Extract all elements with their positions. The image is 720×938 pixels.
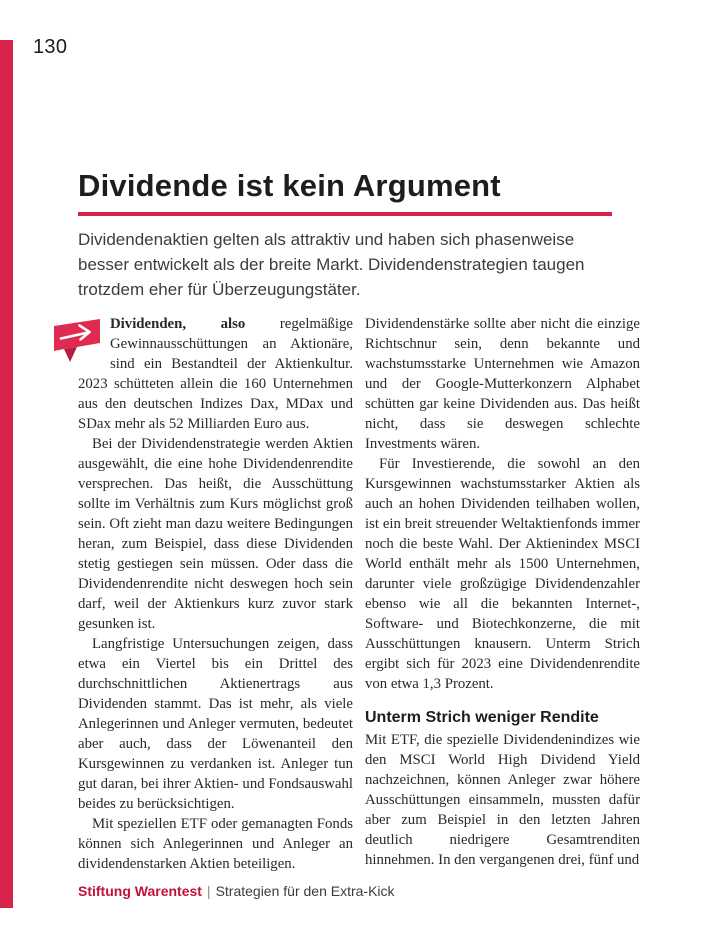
title-underline-rule <box>78 212 612 216</box>
paragraph: Bei der Dividendenstrategie werden Aktien ausgewählt, die eine hohe Dividendenrendite versprechen. Das heißt, die Ausschüttung sollte im Verhältnis zum Kurs möglichst groß sein. Oft zieht man dazu weitere Bedingungen heran, zum Beispiel, dass diese Dividenden stetig gestiegen sein müssen. Oder dass die Dividendenrendite nicht deswegen hoch sein darf, weil der Aktienkurs kurz zuvor stark gesunken ist. <box>78 436 353 632</box>
footer-separator: | <box>206 883 211 899</box>
footer-section-title: Strategien für den Extra-Kick <box>215 883 395 899</box>
page-footer <box>78 883 395 899</box>
paragraph <box>78 314 353 434</box>
page-edge-accent-bar <box>0 40 13 908</box>
section-subheading: Unterm Strich weniger Rendite <box>365 709 599 726</box>
article-body <box>78 314 640 874</box>
paragraph: Langfristige Untersuchungen zeigen, dass etwa ein Viertel bis ein Drittel des durchschnittlichen Aktienertrags aus Dividenden stammt. Das ist mehr, als viele Anlegerinnen und Anleger vermuten, bedeutet aber auch, dass der Löwenanteil den Kursgewinnen zu verdanken ist. Anleger tun gut daran, bei ihrer Aktien- und Fondsauswahl beides zu berücksichtigen. <box>78 636 353 812</box>
arrow-flag-icon <box>50 316 102 364</box>
paragraph: Für Investierende, die sowohl an den Kursgewinnen wachstumsstarker Aktien als auch an hohen Dividenden teilhaben wollen, ist ein breit streuender Weltaktienfonds immer noch die beste Wahl. Der Aktienindex MSCI World enthält mehr als 1500 Unternehmen, darunter viele großzügige Dividendenzahler ebenso wie all die bekannten Internet-, Software- und Biotechkonzerne, die mit Ausschüttungen knausern. Unterm Strich ergibt sich für 2023 eine Dividendenrendite von etwa 1,3 Prozent. <box>365 456 640 692</box>
paragraph-lead: Dividenden, also <box>110 316 246 332</box>
paragraph: Mit ETF, die spezielle Dividendenindizes wie den MSCI World High Dividend Yield nachzeichnen, können Anleger zwar höhere Ausschüttungen einsammeln, mussten dafür aber zum Beispiel in den letzten Jahren deutlich niedrigere Gesamtrenditen hinnehmen. In den vergangenen drei, fünf und <box>365 732 640 868</box>
paragraph-text: regelmäßige Gewinnausschüttungen an Aktionäre, sind ein Bestandteil der Aktienkultur. 2023 schütteten allein die 160 Unternehmen aus den deutschen Indizes Dax, MDax und SDax mehr als 52 Milliarden Euro aus. <box>78 316 353 432</box>
article-title: Dividende ist kein Argument <box>78 168 501 203</box>
right-column <box>365 314 640 874</box>
left-column <box>78 314 353 874</box>
footer-brand: Stiftung Warentest <box>78 883 202 899</box>
paragraph: Mit speziellen ETF oder gemanagten Fonds können sich Anlegerinnen und Anleger an dividendenstarken Aktien beteiligen. <box>78 816 353 872</box>
page-number: 130 <box>33 36 68 58</box>
article-intro: Dividendenaktien gelten als attraktiv und haben sich phasenweise besser entwickelt als der breite Markt. Dividendenstrategien taugen trotzdem eher für Überzeugungstäter. <box>78 230 585 299</box>
paragraph: Dividendenstärke sollte aber nicht die einzige Richtschnur sein, denn bekannte und wachstumsstarke Unternehmen wie Amazon und der Google-Mutterkonzern Alphabet schütten gar keine Dividenden aus. Das heißt nicht, dass sie deswegen schlechte Investments wären. <box>365 316 640 452</box>
